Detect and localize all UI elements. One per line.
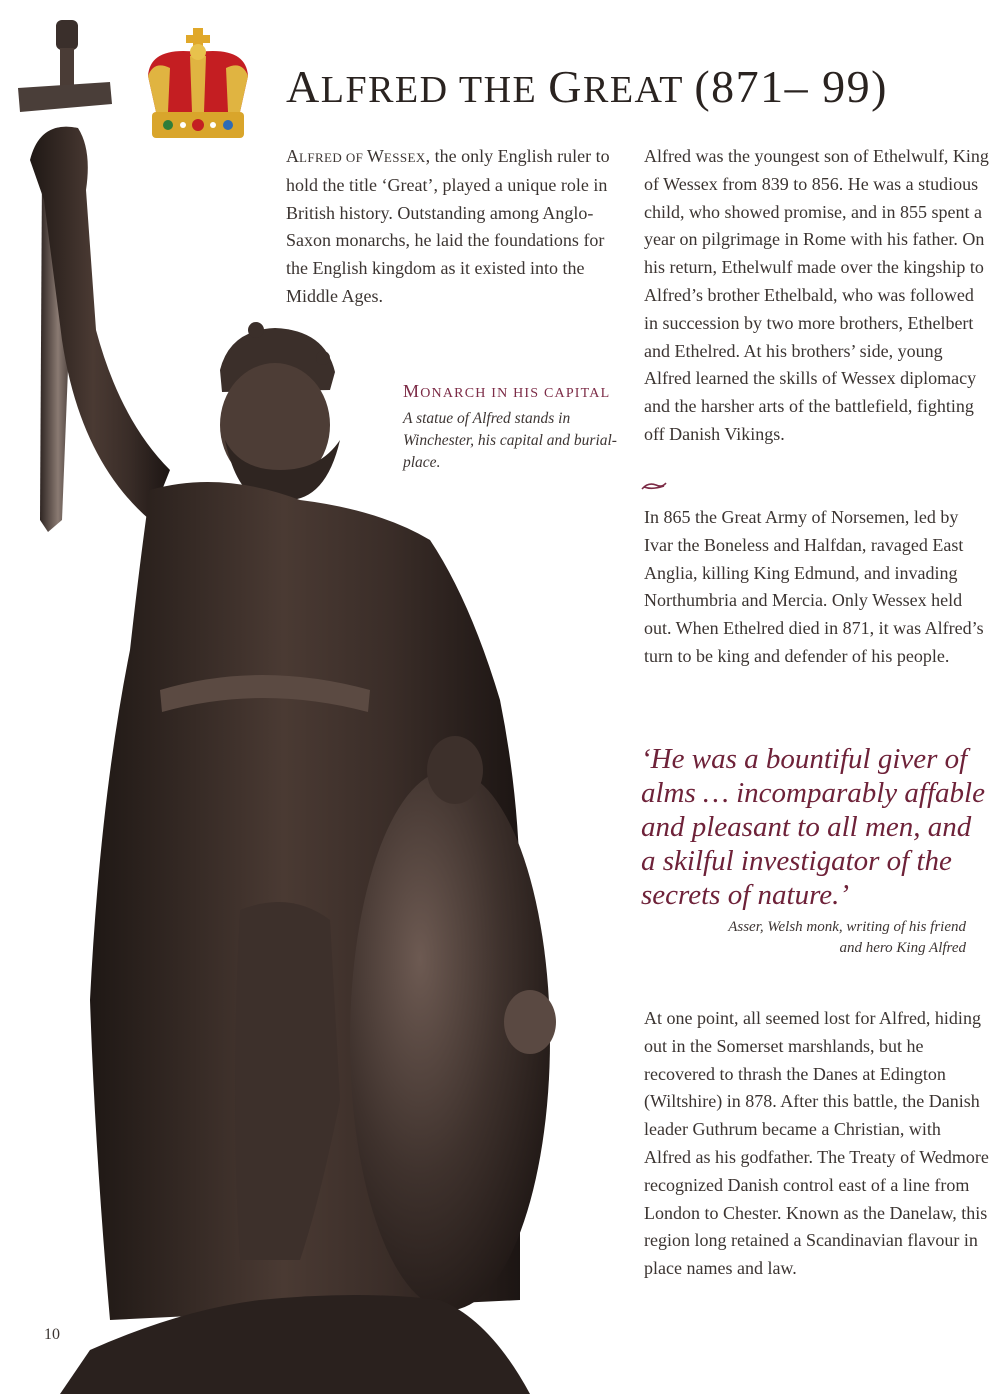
body-paragraph-3: At one point, all seemed lost for Alfred, hiding out in the Somerset marshlands, but he recovered to thrash the Danes at Edington (Wiltshire) in 878. After this battle, the Danish leader Guthrum became a Christian, with Alfred as his godfather. The Treaty of Wedmore recognized Danish control east of a line from London to Chester. Known as the Danelaw, this region long retained a Scandinavian flavour in place names and law.	[644, 1008, 989, 1279]
pull-quote: ‘He was a bountiful giver of alms … incomparably affable and pleasant to all men, and a skilful investigator of the secrets of nature.’	[641, 743, 985, 911]
attribution-line: and hero King Alfred	[839, 940, 966, 956]
quote-attribution	[641, 917, 966, 959]
flourish-ornament-icon	[640, 480, 668, 492]
body-paragraph-2: In 865 the Great Army of Norsemen, led by Ivar the Boneless and Halfdan, ravaged East Anglia, killing King Edmund, and invading Northumbria and Mercia. Only Wessex held out. When Ethelred died in 871, it was Alfred’s turn to be king and defender of his people.	[644, 507, 984, 666]
photo-caption	[403, 381, 623, 474]
caption-title: MONARCH IN HIS CAPITAL	[403, 381, 611, 401]
statue-head	[220, 322, 340, 501]
body-paragraph-1: Alfred was the youngest son of Ethelwulf, King of Wessex from 839 to 856. He was a studious child, who showed promise, and in 855 spent a year on pilgrimage in Rome with his father. On his return, Ethelwulf made over the kingship to Alfred’s brother Ethelbald, who was followed in succession by two more brothers, Ethelbert and Ethelred. At his brothers’ side, young Alfred learned the skills of Wessex diplomacy and the harsher arts of the battlefield, fighting off Danish Vikings.	[644, 146, 989, 444]
page-title: ALFRED THE GREAT (871– 99)	[286, 61, 888, 112]
page-number: 10	[44, 1326, 60, 1343]
caption-text: A statue of Alfred stands in Winchester, his capital and burial-place.	[403, 410, 617, 471]
attribution-line: Asser, Welsh monk, writing of his friend	[728, 919, 966, 935]
crown-icon	[140, 26, 256, 144]
intro-paragraph: ALFRED OF WESSEX, the only English ruler to hold the title ‘Great’, played a unique role in British history. Outstanding among Anglo-Saxon monarchs, he laid the foundations for the English kingdom as it existed into the Middle Ages.	[286, 146, 610, 306]
